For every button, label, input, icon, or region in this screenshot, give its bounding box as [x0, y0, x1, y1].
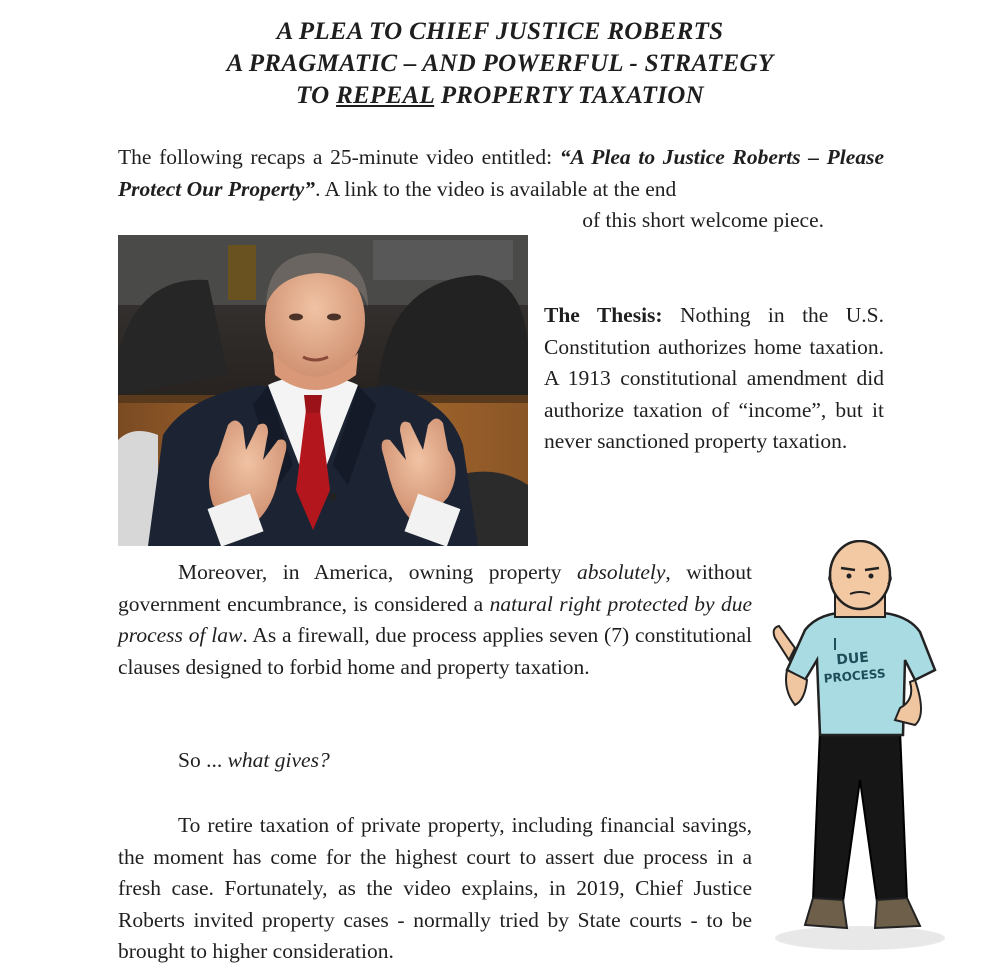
so-what-gives	[118, 745, 752, 777]
intro-link-text: . A link to the video is available at the end	[315, 176, 677, 201]
title-line-3	[0, 80, 1000, 112]
shirt-process-text: PROCESS	[823, 666, 887, 686]
what-gives-phrase: what gives?	[227, 748, 330, 772]
title-line-3-pre: TO	[296, 82, 337, 109]
intro-paragraph	[118, 142, 884, 237]
moreover-text-3: . As a firewall, due process applies seven (7) constitutional clauses designed to forbid home and property taxation.	[118, 623, 752, 679]
thesis-label: The Thesis:	[544, 303, 663, 327]
title-repeal-word: REPEAL	[336, 82, 435, 109]
moreover-text-2: , without government encumbrance, is considered a	[118, 560, 752, 616]
video-title: “A Plea to Justice Roberts – Please Protect Our Property”	[118, 145, 884, 201]
moreover-paragraph	[118, 557, 752, 683]
chief-justice-photo	[118, 235, 528, 546]
natural-right-phrase: natural right protected by due process of law	[118, 591, 752, 647]
page-title	[0, 16, 1000, 112]
retire-paragraph: To retire taxation of private property, including financial savings, the moment has come for the highest court to assert due process in a fresh case. Fortunately, as the video explains, in 2019, Chief Justice Roberts invited property cases - normally tried by State courts - to be brought to higher consideration.	[118, 813, 752, 963]
title-line-2: A PRAGMATIC – AND POWERFUL - STRATEGY	[226, 50, 774, 77]
thesis-paragraph	[544, 300, 884, 458]
title-line-3-post: PROPERTY TAXATION	[434, 82, 704, 109]
intro-text: The following recaps a 25-minute video entitled:	[118, 145, 560, 169]
so-text: So ...	[178, 748, 228, 772]
shirt-due-text: DUE	[835, 649, 870, 669]
thesis-body: Nothing in the U.S. Constitution authorizes home taxation. A 1913 constitutional amendment did authorize taxation of “income”, but it never sanctioned property taxation.	[544, 303, 884, 453]
due-process-cartoon	[765, 540, 955, 960]
intro-last-line: of this short welcome piece.	[582, 208, 824, 232]
absolutely-word: absolutely	[577, 560, 666, 584]
title-line-1: A PLEA TO CHIEF JUSTICE ROBERTS	[276, 18, 724, 45]
moreover-text-1: Moreover, in America, owning property	[178, 560, 578, 584]
